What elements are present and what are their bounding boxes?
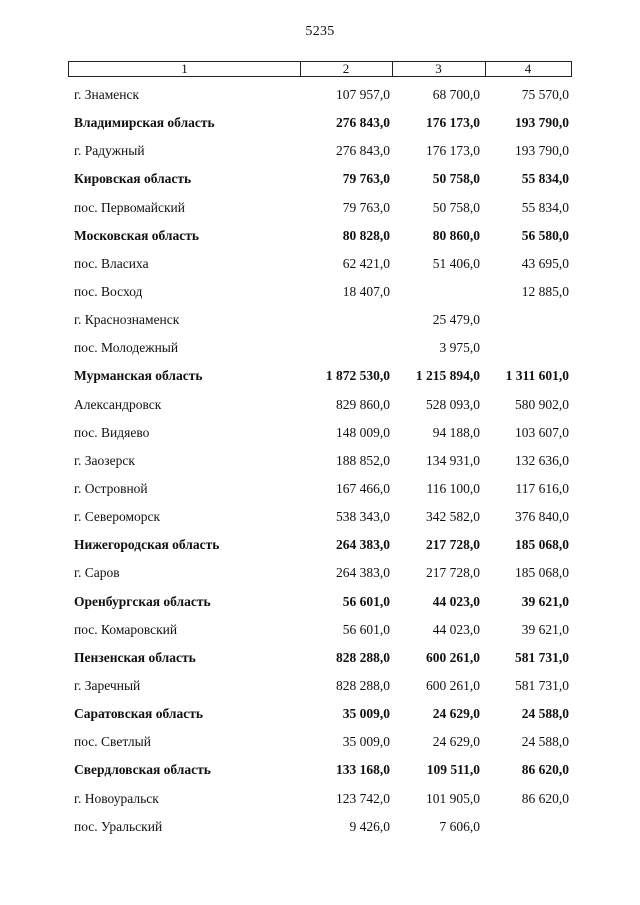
value-col-3: 342 582,0 xyxy=(426,509,480,525)
settlement-row xyxy=(0,333,640,361)
column-header-3: 3 xyxy=(392,62,486,76)
settlement-row xyxy=(0,474,640,502)
region-row xyxy=(0,643,640,671)
row-name: г. Саров xyxy=(74,565,120,581)
row-name: г. Заречный xyxy=(74,677,141,693)
settlement-row xyxy=(0,249,640,277)
value-col-4: 24 588,0 xyxy=(521,734,569,750)
settlement-row xyxy=(0,390,640,418)
row-name: Нижегородская область xyxy=(74,537,220,553)
value-col-3: 3 975,0 xyxy=(439,340,480,356)
region-row xyxy=(0,755,640,783)
row-name: Кировская область xyxy=(74,171,192,187)
value-col-4: 86 620,0 xyxy=(521,762,569,778)
row-name: Владимирская область xyxy=(74,115,215,131)
settlement-row xyxy=(0,727,640,755)
value-col-4: 185 068,0 xyxy=(515,565,569,581)
settlement-row xyxy=(0,305,640,333)
value-col-3: 44 023,0 xyxy=(432,593,480,609)
row-name: г. Островной xyxy=(74,480,148,496)
value-col-2: 9 426,0 xyxy=(349,818,390,834)
value-col-2: 264 383,0 xyxy=(336,565,390,581)
region-row xyxy=(0,361,640,389)
value-col-3: 24 629,0 xyxy=(432,734,480,750)
settlement-row xyxy=(0,812,640,840)
settlement-row xyxy=(0,136,640,164)
settlement-row xyxy=(0,558,640,586)
row-name: Мурманская область xyxy=(74,368,203,384)
settlement-row xyxy=(0,615,640,643)
value-col-3: 50 758,0 xyxy=(432,199,480,215)
value-col-4: 55 834,0 xyxy=(521,199,569,215)
row-name: Саратовская область xyxy=(74,706,203,722)
table-body xyxy=(0,80,640,840)
row-name: г. Новоуральск xyxy=(74,790,159,806)
value-col-2: 80 828,0 xyxy=(342,227,390,243)
row-name: Оренбургская область xyxy=(74,593,211,609)
value-col-4: 24 588,0 xyxy=(521,706,569,722)
value-col-4: 56 580,0 xyxy=(521,227,569,243)
value-col-2: 167 466,0 xyxy=(336,480,390,496)
value-col-2: 1 872 530,0 xyxy=(325,368,390,384)
column-header-4: 4 xyxy=(524,61,532,76)
value-col-3: 51 406,0 xyxy=(432,255,480,271)
value-col-2: 188 852,0 xyxy=(336,452,390,468)
region-row xyxy=(0,108,640,136)
value-col-3: 94 188,0 xyxy=(432,424,480,440)
value-col-2: 79 763,0 xyxy=(342,199,390,215)
value-col-3: 217 728,0 xyxy=(426,537,480,553)
value-col-4: 39 621,0 xyxy=(521,621,569,637)
row-name: пос. Молодежный xyxy=(74,340,179,356)
row-name: пос. Видяево xyxy=(74,424,150,440)
row-name: пос. Первомайский xyxy=(74,199,185,215)
value-col-4: 39 621,0 xyxy=(521,593,569,609)
value-col-4: 581 731,0 xyxy=(515,677,569,693)
value-col-2: 276 843,0 xyxy=(336,143,390,159)
value-col-2: 123 742,0 xyxy=(336,790,390,806)
column-header-2: 2 xyxy=(300,62,393,76)
value-col-3: 80 860,0 xyxy=(432,227,480,243)
row-name: Пензенская область xyxy=(74,649,196,665)
settlement-row xyxy=(0,446,640,474)
settlement-row xyxy=(0,502,640,530)
settlement-row xyxy=(0,418,640,446)
value-col-2: 107 957,0 xyxy=(336,87,390,102)
row-name: Свердловская область xyxy=(74,762,211,778)
value-col-4: 43 695,0 xyxy=(521,255,569,271)
region-row xyxy=(0,530,640,558)
value-col-2: 35 009,0 xyxy=(342,734,390,750)
value-col-3: 134 931,0 xyxy=(426,452,480,468)
settlement-row xyxy=(0,784,640,812)
value-col-4: 1 311 601,0 xyxy=(505,368,569,384)
row-name: г. Радужный xyxy=(74,143,145,159)
value-col-4: 193 790,0 xyxy=(515,143,569,159)
page-number: 5235 xyxy=(305,24,335,39)
value-col-3: 44 023,0 xyxy=(432,621,480,637)
value-col-4: 117 616,0 xyxy=(515,480,569,496)
value-col-2: 828 288,0 xyxy=(336,649,390,665)
row-name: пос. Комаровский xyxy=(74,621,178,637)
row-name: пос. Восход xyxy=(74,283,143,299)
value-col-4: 103 607,0 xyxy=(515,424,569,440)
value-col-3: 217 728,0 xyxy=(426,565,480,581)
value-col-2: 276 843,0 xyxy=(336,115,390,131)
value-col-4: 581 731,0 xyxy=(515,649,569,665)
value-col-4: 75 570,0 xyxy=(521,87,569,102)
value-col-3: 25 479,0 xyxy=(432,312,480,328)
value-col-3: 116 100,0 xyxy=(426,480,480,496)
value-col-2: 538 343,0 xyxy=(336,509,390,525)
value-col-2: 35 009,0 xyxy=(342,706,390,722)
value-col-3: 101 905,0 xyxy=(426,790,480,806)
value-col-2: 133 168,0 xyxy=(336,762,390,778)
settlement-row xyxy=(0,80,640,108)
value-col-4: 193 790,0 xyxy=(515,115,569,131)
row-name: пос. Власиха xyxy=(74,255,149,271)
value-col-3: 24 629,0 xyxy=(432,706,480,722)
value-col-2: 56 601,0 xyxy=(342,593,390,609)
region-row xyxy=(0,587,640,615)
value-col-3: 7 606,0 xyxy=(439,818,480,834)
settlement-row xyxy=(0,671,640,699)
row-name: г. Североморск xyxy=(74,509,161,525)
row-name: г. Краснознаменск xyxy=(74,312,180,328)
region-row xyxy=(0,221,640,249)
value-col-3: 109 511,0 xyxy=(426,762,480,778)
settlement-row xyxy=(0,193,640,221)
region-row xyxy=(0,164,640,192)
settlement-row xyxy=(0,277,640,305)
row-name: пос. Светлый xyxy=(74,734,151,750)
table-header xyxy=(68,61,572,77)
value-col-2: 148 009,0 xyxy=(336,424,390,440)
row-name: г. Заозерск xyxy=(74,452,135,468)
value-col-4: 376 840,0 xyxy=(515,509,569,525)
value-col-3: 528 093,0 xyxy=(426,396,480,412)
row-name: пос. Уральский xyxy=(74,818,163,834)
value-col-4: 132 636,0 xyxy=(515,452,569,468)
value-col-2: 828 288,0 xyxy=(336,677,390,693)
value-col-2: 18 407,0 xyxy=(342,283,390,299)
value-col-4: 580 902,0 xyxy=(515,396,569,412)
value-col-2: 62 421,0 xyxy=(342,255,390,271)
value-col-2: 79 763,0 xyxy=(342,171,390,187)
value-col-2: 264 383,0 xyxy=(336,537,390,553)
value-col-2: 829 860,0 xyxy=(336,396,390,412)
region-row xyxy=(0,699,640,727)
row-name: г. Знаменск xyxy=(74,87,140,102)
value-col-4: 12 885,0 xyxy=(521,283,569,299)
value-col-2: 56 601,0 xyxy=(342,621,390,637)
value-col-3: 600 261,0 xyxy=(426,649,480,665)
value-col-3: 176 173,0 xyxy=(426,115,480,131)
value-col-3: 50 758,0 xyxy=(432,171,480,187)
value-col-3: 176 173,0 xyxy=(426,143,480,159)
row-name: Московская область xyxy=(74,227,200,243)
value-col-4: 185 068,0 xyxy=(515,537,569,553)
column-header-1: 1 xyxy=(69,62,301,76)
value-col-4: 86 620,0 xyxy=(521,790,569,806)
row-name: Александровск xyxy=(74,396,162,412)
value-col-3: 600 261,0 xyxy=(426,677,480,693)
value-col-3: 68 700,0 xyxy=(432,87,480,102)
value-col-3: 1 215 894,0 xyxy=(415,368,480,384)
value-col-4: 55 834,0 xyxy=(521,171,569,187)
